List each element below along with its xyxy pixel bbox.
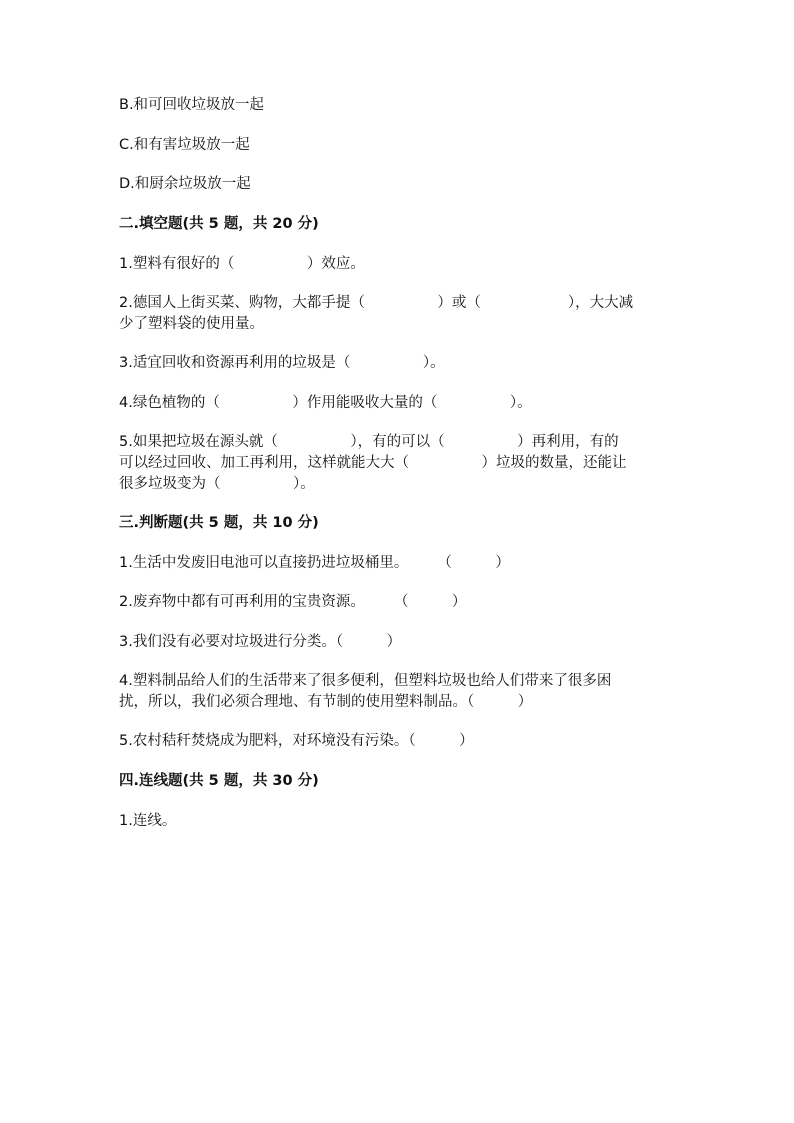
- judge-question-3: 3.我们没有必要对垃圾进行分类。（ ）: [119, 634, 402, 650]
- section-matching-title: 四.连线题(共 5 题，共 30 分): [119, 773, 319, 789]
- section-true-false-title: 三.判断题(共 5 题，共 10 分): [119, 515, 319, 531]
- fill-question-2-line-2: 少了塑料袋的使用量。: [119, 316, 264, 332]
- fill-question-4: 4.绿色植物的（ ）作用能吸收大量的（ ）。: [119, 395, 532, 411]
- fill-question-1: 1.塑料有很好的（ ）效应。: [119, 256, 365, 272]
- judge-question-1: 1.生活中发废旧电池可以直接扔进垃圾桶里。 （ ）: [119, 555, 510, 571]
- fill-question-3: 3.适宜回收和资源再利用的垃圾是（ ）。: [119, 355, 445, 371]
- option-c: C.和有害垃圾放一起: [119, 137, 250, 153]
- fill-question-2-line-1: 2.德国人上街买菜、购物，大都手提（ ）或（ ），大大减: [119, 295, 634, 311]
- fill-question-5-line-2: 可以经过回收、加工再利用，这样就能大大（ ）垃圾的数量，还能让: [119, 455, 627, 471]
- judge-question-4-line-1: 4.塑料制品给人们的生活带来了很多便利，但塑料垃圾也给人们带来了很多困: [119, 673, 612, 689]
- fill-question-5-line-1: 5.如果把垃圾在源头就（ ），有的可以（ ）再利用，有的: [119, 434, 619, 450]
- judge-question-5: 5.农村秸秆焚烧成为肥料，对环境没有污染。（ ）: [119, 733, 474, 749]
- judge-question-2: 2.废弃物中都有可再利用的宝贵资源。 （ ）: [119, 594, 467, 610]
- option-b: B.和可回收垃圾放一起: [119, 97, 265, 113]
- fill-question-5-line-3: 很多垃圾变为（ ）。: [119, 476, 315, 492]
- judge-question-4-line-2: 扰，所以，我们必须合理地、有节制的使用塑料制品。（ ）: [119, 694, 533, 710]
- matching-question-1: 1.连线。: [119, 813, 177, 829]
- section-fill-blank-title: 二.填空题(共 5 题，共 20 分): [119, 216, 319, 232]
- option-d: D.和厨余垃圾放一起: [119, 176, 251, 192]
